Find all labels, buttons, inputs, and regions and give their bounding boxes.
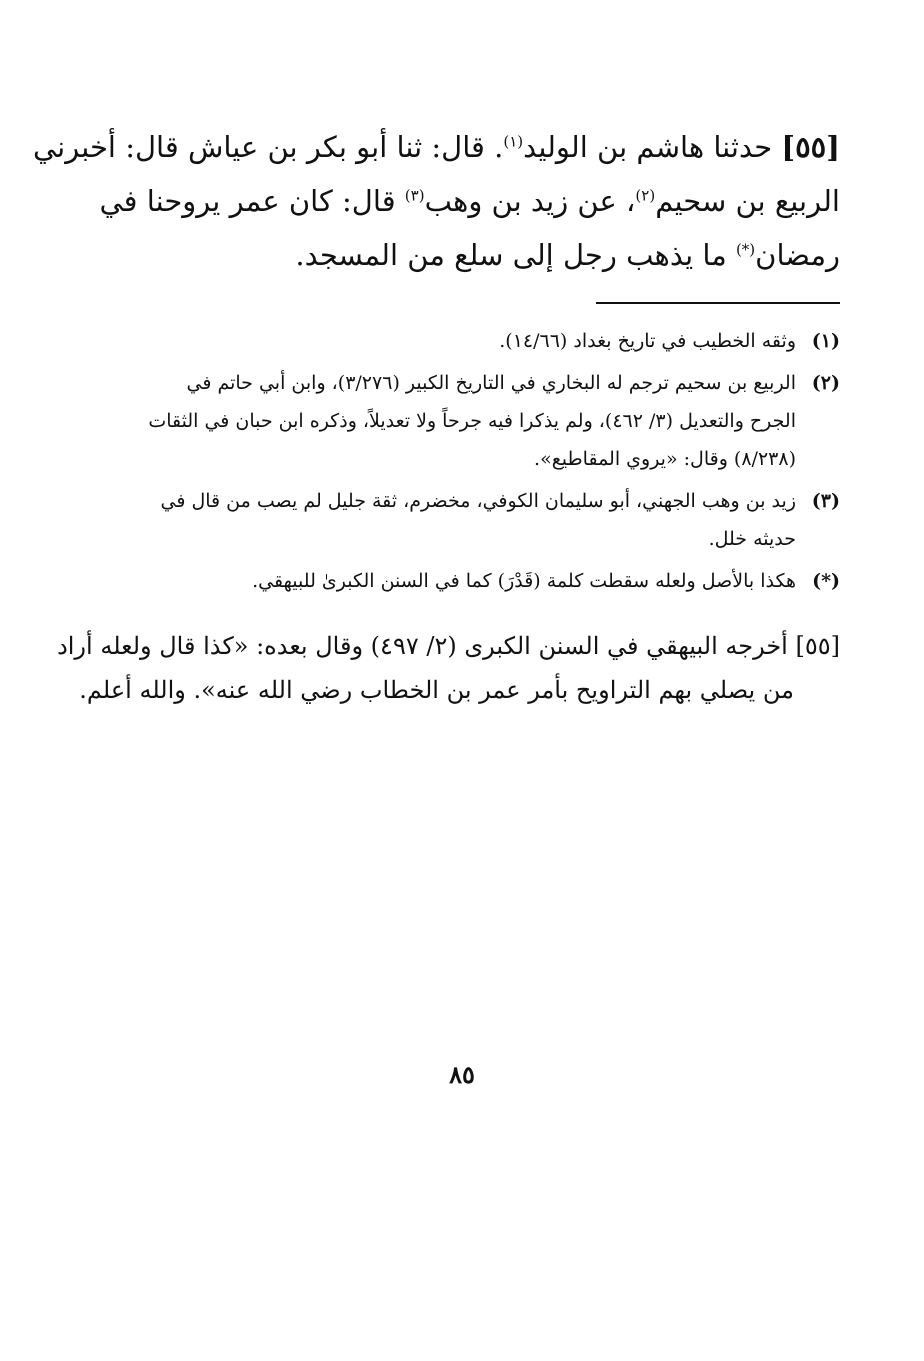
takhrij-line-2: من يصلي بهم التراويح بأمر عمر بن الخطاب رضي الله عنه». والله أعلم. — [79, 676, 794, 704]
footnote-ref-2: (٢) — [635, 186, 656, 205]
footnote-2 — [84, 364, 840, 478]
footnote-line: (٨/٢٣٨) وقال: «يروي المقاطيع». — [534, 448, 796, 470]
footnote-marker: (٢) — [811, 372, 840, 394]
hadith-text-segment: ما يذهب رجل إلى سلع من المسجد. — [295, 238, 736, 272]
footnote-body — [84, 364, 796, 478]
hadith-text-segment: ، عن زيد بن وهب — [424, 184, 636, 218]
hadith-text-segment: حدثنا هاشم بن الوليد — [523, 130, 773, 164]
footnote-body — [84, 562, 796, 600]
footnote-marker: (١) — [811, 330, 840, 352]
footnote-ref-1: (١) — [503, 132, 524, 151]
hadith-text-segment: رمضان — [755, 238, 840, 272]
takhrij-line-1: [٥٥] أخرجه البيهقي في السنن الكبرى (٢/ ٤٩٧) وقال بعده: «كذا قال ولعله أراد — [57, 632, 840, 660]
hadith-line-3 — [84, 228, 840, 282]
footnote-ref-star: (*) — [735, 240, 756, 259]
footnote-line: الجرح والتعديل (٣/ ٤٦٢)، ولم يذكرا فيه جرحاً ولا تعديلاً، وذكره ابن حبان في الثقات — [148, 410, 796, 432]
footnote-separator — [596, 302, 840, 304]
hadith-number: [٥٥] — [781, 130, 840, 164]
page-number: ٨٥ — [449, 1060, 475, 1089]
hadith-line-1 — [33, 120, 840, 174]
takhrij-section — [57, 624, 840, 712]
footnote-line: هكذا بالأصل ولعله سقطت كلمة (قَدْرَ) كما في السنن الكبرىٰ للبيهقي. — [252, 570, 796, 592]
footnote-body — [84, 322, 796, 360]
hadith-text-segment: الربيع بن سحيم — [655, 184, 840, 218]
footnote-marker: (٣) — [811, 490, 840, 512]
hadith-text-segment: . قال: ثنا أبو بكر بن عياش قال: أخبرني — [33, 130, 504, 164]
footnote-ref-3: (٣) — [404, 186, 425, 205]
footnote-line: زيد بن وهب الجهني، أبو سليمان الكوفي، مخضرم، ثقة جليل لم يصب من قال في — [160, 490, 796, 512]
footnotes — [84, 322, 840, 604]
hadith-text — [33, 120, 840, 282]
footnote-star — [84, 562, 840, 600]
footnote-3 — [84, 482, 840, 558]
footnote-line: الربيع بن سحيم ترجم له البخاري في التاريخ الكبير (٣/٢٧٦)، وابن أبي حاتم في — [186, 372, 796, 394]
footnote-line: حديثه خلل. — [708, 528, 796, 550]
footnote-line: وثقه الخطيب في تاريخ بغداد (١٤/٦٦). — [499, 330, 796, 352]
footnote-1 — [84, 322, 840, 360]
footnote-marker: (*) — [812, 570, 840, 592]
hadith-text-segment: قال: كان عمر يروحنا في — [99, 184, 405, 218]
footnote-body — [84, 482, 796, 558]
hadith-line-2 — [84, 174, 840, 228]
